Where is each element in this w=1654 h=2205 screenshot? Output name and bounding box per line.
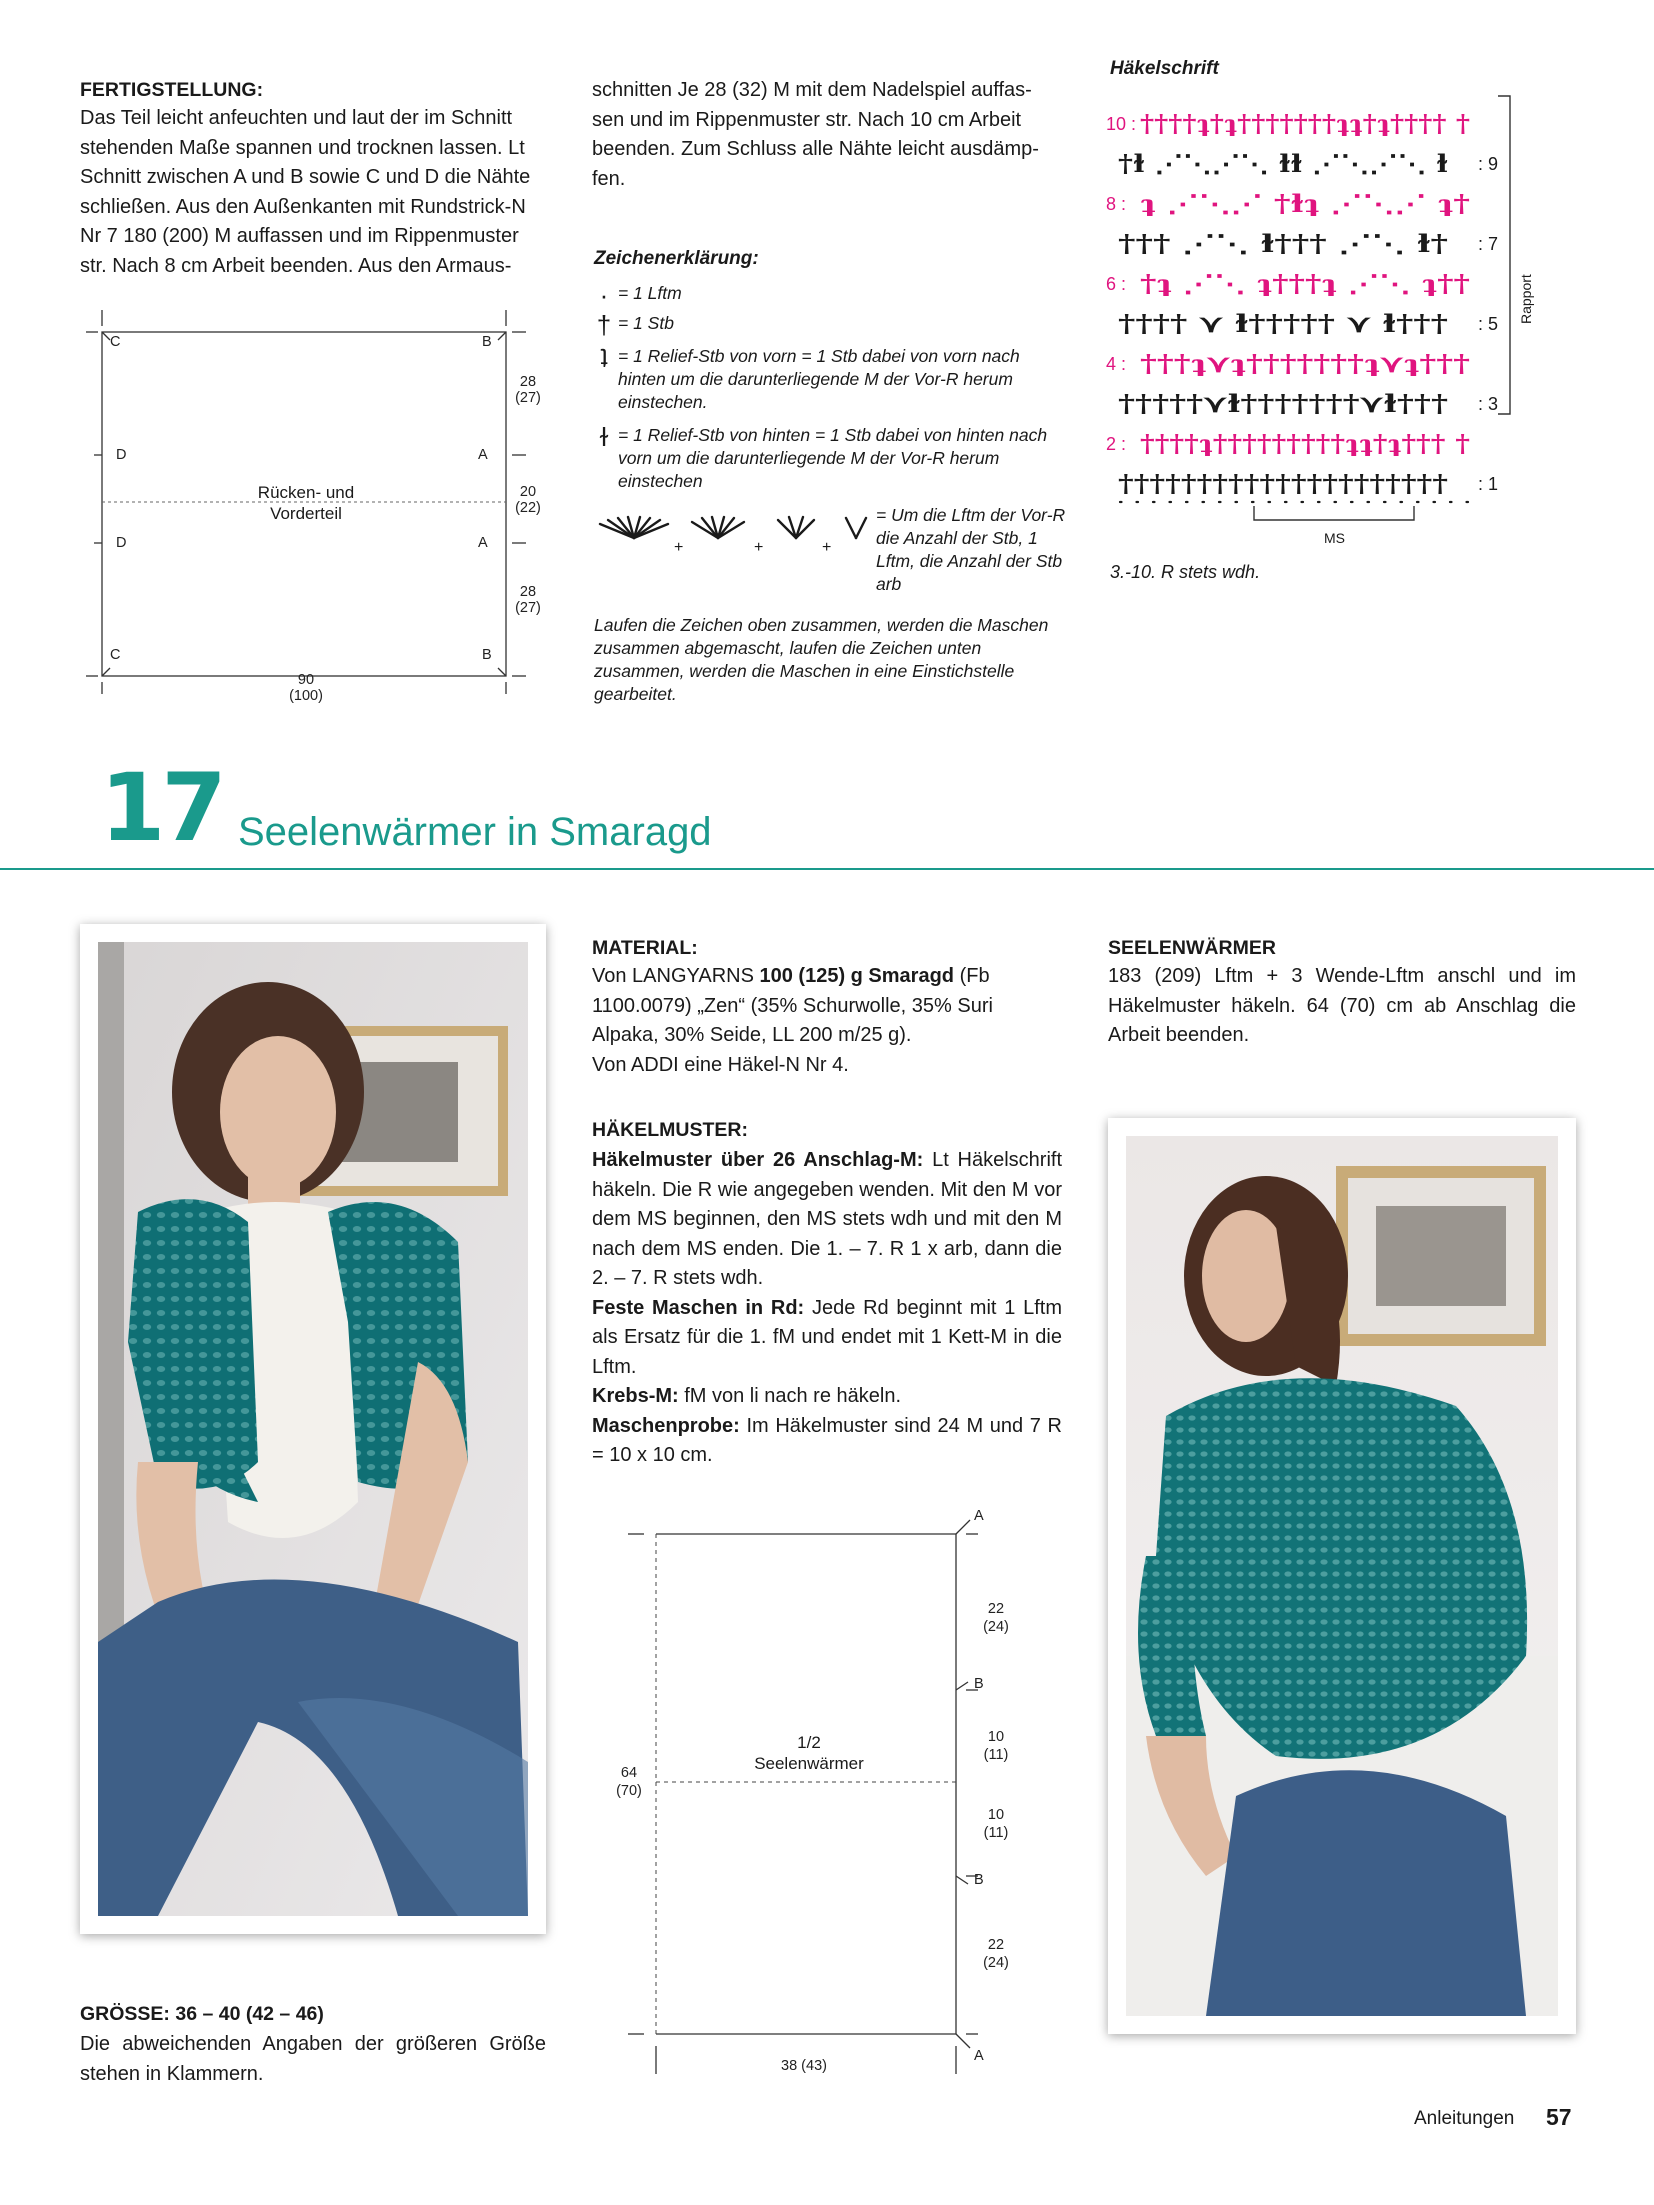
letter-a: A — [478, 447, 488, 463]
text-line: Schnitt zwischen A und B sowie C und D die Nähte — [80, 166, 531, 188]
chart-row-symbols: ††††††††††††††††††††† — [1118, 469, 1448, 498]
letter-a: A — [974, 1508, 984, 1524]
material-line: Von ADDI eine Häkel-N Nr 4. — [592, 1053, 849, 1076]
material-text-part: (Fb — [954, 965, 990, 987]
pattern-heading: HÄKELMUSTER: — [592, 1119, 748, 1141]
rapport-bracket — [1498, 96, 1510, 414]
chart-row-1 — [1118, 469, 1498, 498]
material-text — [592, 962, 1062, 1080]
rapport-label: Rapport — [1518, 274, 1534, 324]
pattern-term: Feste Maschen in Rd: — [592, 1296, 805, 1319]
pattern-description: Lt Häkelschrift häkeln. Die R wie angegeben wenden. Mit den M vor dem MS beginnen, den MS stets wdh und mit den M nach dem MS enden. Die 1. – 7. R 1 x arb, dann die 2. – 7. R stets wdh. — [592, 1149, 1063, 1289]
dim-value: 10 — [987, 1729, 1005, 1745]
dim-value-alt: (11) — [983, 1747, 1009, 1763]
pattern-paragraph — [592, 1146, 1062, 1294]
chart-row-number: 8 : — [1106, 194, 1127, 214]
dim-value: 22 — [987, 1937, 1005, 1953]
chart-row-9 — [1118, 149, 1498, 178]
chart-row-5 — [1118, 309, 1498, 338]
label-line: 1/2 — [797, 1733, 821, 1752]
dim-value: 28 — [519, 584, 537, 600]
chart-row-3 — [1118, 389, 1498, 418]
chart-row-symbols: ††††ʇ†††††††††ʇʇ†ʇ††† † — [1140, 429, 1470, 458]
chart-row-symbols: †††ʇ⋎ʇ†††††††ʇ⋎ʇ††† — [1140, 349, 1470, 378]
legend-note: Laufen die Zeichen oben zusammen, werden die Maschen zusammen abgemascht, laufen die Zeichen unten zusammen, werden die Maschen in eine Einstichstelle gearbeitet. — [594, 615, 1049, 704]
photo-right — [1108, 1118, 1576, 2034]
label-line: Seelenwärmer — [754, 1754, 864, 1773]
chart-row-symbols: †††††⋎ɫ†††††††⋎ɫ††† — [1118, 389, 1448, 418]
front-post-stitch-icon: ʇ — [600, 343, 608, 373]
dim-mid — [506, 484, 550, 516]
photo-left-image — [98, 942, 528, 1916]
chart-row-symbols: ††††ʇ†ʇ†††††††ʇʇ†ʇ†††† † — [1140, 109, 1470, 138]
finishing-col2 — [592, 76, 1062, 194]
chart-row-number: 2 : — [1106, 434, 1127, 454]
text-line: schnitten Je 28 (32) M mit dem Nadelspiel auffas- — [592, 79, 1032, 101]
dim-value-alt: (22) — [515, 500, 541, 516]
warmer-text: 183 (209) Lftm + 3 Wende-Lftm anschl und im Häkelmuster häkeln. 64 (70) cm ab Anschlag die Arbeit beenden. — [1108, 965, 1576, 1046]
text-line: stehenden Maße spannen und trocknen lassen. Lt — [80, 136, 525, 159]
model-front-illustration — [98, 942, 528, 1916]
chart-row-number: 6 : — [1106, 274, 1127, 294]
photo-left — [80, 924, 546, 1934]
dim-width: 38 (43) — [781, 2058, 827, 2074]
schematic-top — [86, 310, 556, 704]
dim-value-alt: (24) — [983, 1619, 1009, 1635]
chart-row-number: : 9 — [1478, 154, 1499, 174]
dim-height — [604, 1764, 654, 1800]
fan-legend-text: = Um die Lftm der Vor-R die Anzahl der Stb, 1 Lftm, die Anzahl der Stb arb — [876, 505, 1066, 594]
label-line: Rücken- und — [257, 483, 355, 502]
chart-row-10 — [1106, 109, 1470, 138]
text-line: str. Nach 8 cm Arbeit beenden. Aus den Armaus- — [80, 254, 512, 277]
chart-row-symbols: ††† ⋰⋱ ɫ††† ⋰⋱ ɫ† — [1118, 229, 1448, 258]
svg-text:+: + — [754, 539, 764, 556]
text-line: fen. — [592, 167, 626, 190]
pattern-description: Jede Rd beginnt mit 1 Lftm als Ersatz für die 1. fM und endet mit 1 Kett-M in die Lftm. — [592, 1296, 1062, 1378]
pattern-paragraph — [592, 1294, 1062, 1383]
pattern-text — [592, 1146, 1062, 1471]
dim-bottom — [506, 584, 550, 616]
schematic-bottom-drawing — [604, 1500, 1044, 2090]
letter-d: D — [116, 447, 127, 463]
chart-row-6 — [1106, 269, 1470, 298]
dim-top — [506, 374, 550, 406]
material-heading: MATERIAL: — [592, 937, 698, 959]
chart-row-symbols: †ʇ ⋰⋱ ʇ†††ʇ ⋰⋱ ʇ†† — [1140, 269, 1470, 298]
chart-note: 3.-10. R stets wdh. — [1110, 562, 1261, 582]
fan-symbols — [594, 508, 874, 558]
material-line: Alpaka, 30% Seide, LL 200 m/25 g). — [592, 1024, 912, 1046]
text-line: Nr 7 180 (200) M auffassen und im Rippenmuster — [80, 225, 519, 247]
text-line: beenden. Zum Schluss alle Nähte leicht ausdämp- — [592, 138, 1039, 160]
text-line: Das Teil leicht anfeuchten und laut der im Schnitt — [80, 107, 513, 129]
dim-1 — [964, 1600, 1028, 1636]
chart-svg — [1106, 94, 1566, 554]
legend-text: = 1 Relief-Stb von hinten = 1 Stb dabei von hinten nach vorn um die darunterliegende M der Vor-R herum einstechen — [618, 425, 1048, 491]
letter-c: C — [110, 647, 121, 663]
letter-a: A — [974, 2048, 984, 2064]
model-back-illustration — [1126, 1136, 1558, 2016]
material-amount: 100 (125) g Smaragd — [759, 965, 955, 987]
material-line — [592, 962, 1062, 992]
chart-title: Häkelschrift — [1110, 58, 1219, 79]
size-heading: GRÖSSE: 36 – 40 (42 – 46) — [80, 2003, 324, 2025]
chart-row-8 — [1106, 189, 1470, 218]
material-text-part: Von LANGYARNS — [592, 965, 760, 987]
chart-row-symbols: †ɫ ⋰⋱⋰⋱ ɫɫ ⋰⋱⋰⋱ ɫ — [1118, 149, 1449, 178]
letter-b: B — [974, 1872, 984, 1888]
schematic-bottom-label — [734, 1732, 884, 1774]
crochet-chart — [1106, 94, 1566, 554]
chart-row-number: : 5 — [1478, 314, 1499, 334]
dim-value-alt: (24) — [983, 1955, 1009, 1971]
chart-row-symbols: ʇ ⋰⋱⋰ †ɫʇ ⋰⋱⋰ ʇ† — [1140, 189, 1470, 218]
section-number: 17 — [100, 754, 223, 863]
legend-text: = 1 Stb — [618, 313, 674, 333]
letter-b: B — [482, 334, 492, 350]
dim-value: 10 — [987, 1807, 1005, 1823]
dim-value: 90 — [297, 672, 315, 688]
material-line: 1100.0079) „Zen“ (35% Schurwolle, 35% Suri — [592, 994, 993, 1017]
photo-right-image — [1126, 1136, 1558, 2016]
double-crochet-icon: † — [596, 310, 612, 340]
legend-heading: Zeichenerklärung: — [594, 248, 759, 269]
letter-b: B — [482, 647, 492, 663]
dim-value-alt: (27) — [515, 390, 541, 406]
letter-c: C — [110, 334, 121, 350]
chart-row-7 — [1118, 229, 1498, 258]
text-line: sen und im Rippenmuster str. Nach 10 cm Arbeit — [592, 108, 1022, 131]
pattern-term: Maschenprobe: — [592, 1414, 740, 1437]
footer-section: Anleitungen — [1414, 2108, 1515, 2129]
text-line: schließen. Aus den Außenkanten mit Rundstrick-N — [80, 195, 526, 218]
section-title: Seelenwärmer in Smaragd — [238, 810, 712, 854]
back-post-stitch-icon: ɫ — [599, 422, 609, 452]
dim-3 — [964, 1806, 1028, 1842]
finishing-heading: FERTIGSTELLUNG: — [80, 79, 264, 101]
legend-text: = 1 Relief-Stb von vorn = 1 Stb dabei von vorn nach hinten um die darunterliegende M der Vor-R herum einstechen. — [618, 346, 1020, 412]
pattern-term: Krebs-M: — [592, 1385, 679, 1407]
chart-row-number: : 3 — [1478, 394, 1499, 414]
chart-row-number: 4 : — [1106, 354, 1127, 374]
label-line: Vorderteil — [270, 504, 342, 523]
letter-d: D — [116, 535, 127, 551]
pattern-paragraph — [592, 1412, 1062, 1471]
chain-stitch-icon: · — [599, 280, 609, 310]
dim-value-alt: (11) — [983, 1825, 1009, 1841]
chart-row-symbols: †††† ⋎ ɫ††††† ⋎ ɫ††† — [1118, 309, 1448, 338]
ms-bracket — [1254, 506, 1414, 520]
dim-value-alt: (27) — [515, 600, 541, 616]
chart-row-2 — [1106, 429, 1470, 458]
dim-width — [276, 672, 336, 704]
letter-a: A — [478, 535, 488, 551]
legend-text: = 1 Lftm — [618, 283, 682, 303]
page-number: 57 — [1546, 2104, 1572, 2130]
pattern-description: Im Häkelmuster sind 24 M und 7 R = 10 x 10 cm. — [592, 1414, 1062, 1466]
schematic-bottom — [604, 1500, 1044, 2090]
pattern-paragraph — [592, 1382, 1062, 1412]
dim-value: 20 — [519, 484, 537, 500]
schematic-top-label — [226, 482, 386, 524]
dim-value-alt: (70) — [616, 1783, 642, 1799]
finishing-col1 — [80, 104, 546, 281]
pattern-term: Häkelmuster über 26 Anschlag-M: — [592, 1149, 924, 1171]
ms-label: MS — [1324, 530, 1345, 546]
dim-2 — [964, 1728, 1028, 1764]
svg-text:+: + — [822, 539, 832, 556]
letter-b: B — [974, 1676, 984, 1692]
dim-value: 28 — [519, 374, 537, 390]
fan-stitch-icon — [594, 508, 874, 558]
chart-row-4 — [1106, 349, 1470, 378]
dim-4 — [964, 1936, 1028, 1972]
size-text: Die abweichenden Angaben der größeren Größe stehen in Klammern. — [80, 2033, 546, 2085]
pattern-description: fM von li nach re häkeln. — [678, 1385, 902, 1407]
section-rule — [0, 868, 1654, 870]
dim-value: 22 — [987, 1601, 1005, 1617]
chart-row-number: : 7 — [1478, 234, 1499, 254]
svg-text:+: + — [674, 539, 684, 556]
chart-row-number: : 1 — [1478, 474, 1499, 494]
dim-value: 64 — [620, 1765, 638, 1781]
dim-value-alt: (100) — [289, 688, 323, 704]
warmer-heading: SEELENWÄRMER — [1108, 937, 1276, 959]
chart-row-number: 10 : — [1106, 114, 1137, 134]
